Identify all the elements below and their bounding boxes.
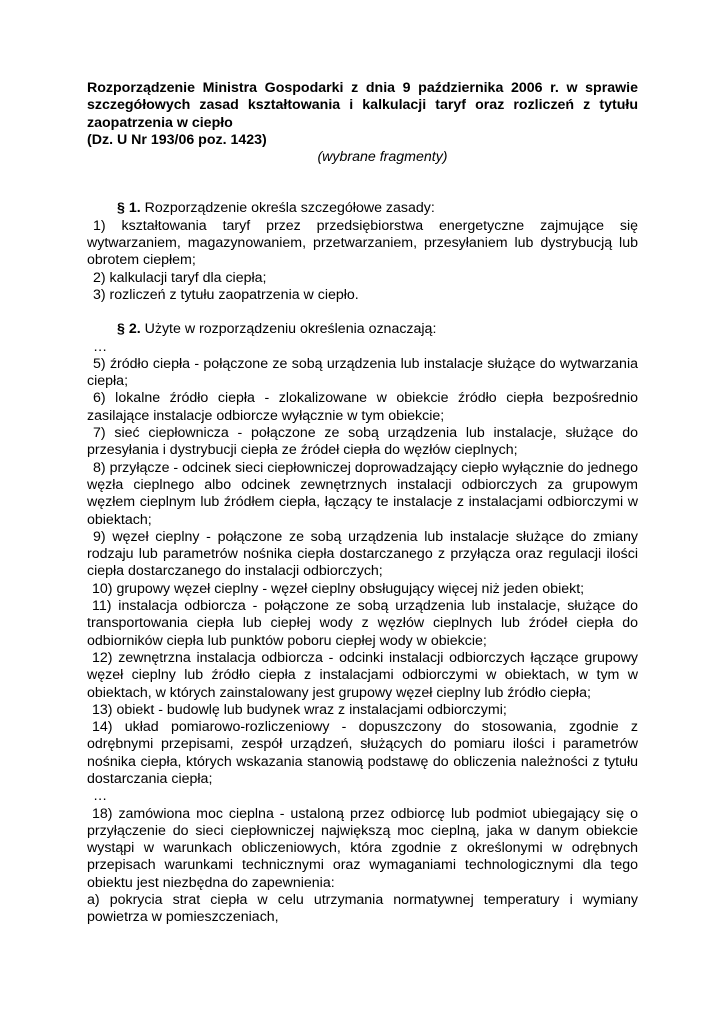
spacer xyxy=(87,166,638,200)
section-1-item: 2) kalkulacji taryf dla ciepła; xyxy=(93,269,267,286)
section-2-heading xyxy=(87,321,638,338)
definition-item: 9) węzeł cieplny - połączone ze sobą urządzenia lub instalacje służące do zmiany rodzaju lub parametrów nośnika ciepła dostarczanego z przyłącza oraz regulacji ilości ciepła dostarczanego do instalacji odbiorczych; xyxy=(87,528,638,580)
definition-item: 7) sieć ciepłownicza - połączone ze sobą urządzenia lub instalacje, służące do przesyłania i dystrybucji ciepła ze źródeł ciepła do węzłów cieplnych; xyxy=(87,425,638,459)
definition-item: 11) instalacja odbiorcza - połączone ze sobą urządzenia lub instalacje, służące do transportowania ciepła lub ciepłej wody z węzłów cieplnych lub źródeł ciepła do odbiorników ciepła lub punktów poboru ciepłej wody w obiekcie; xyxy=(87,598,638,649)
omission-mark: … xyxy=(93,338,108,355)
definition-item: 6) lokalne źródło ciepła - zlokalizowane w obiekcie źródło ciepła bezpośrednio zasilające instalacje odbiorcze wyłącznie w tym obiekcie; xyxy=(87,390,638,424)
section-2-intro: Użyte w rozporządzeniu określenia oznaczają: xyxy=(140,321,437,338)
section-1-intro: Rozporządzenie określa szczegółowe zasady: xyxy=(140,200,435,217)
definition-item: 13) obiekt - budowlę lub budynek wraz z instalacjami odbiorczymi; xyxy=(92,701,507,718)
definition-item: 10) grupowy węzeł cieplny - węzeł cieplny obsługujący więcej niż jeden obiekt; xyxy=(92,580,585,597)
section-1-mark: § 1. xyxy=(117,200,141,217)
definition-item: 14) układ pomiarowo-rozliczeniowy - dopuszczony do stosowania, zgodnie z odrębnymi przepisami, zespół urządzeń, służących do pomiaru ilości i parametrów nośnika ciepła, których wskazania stanowią podstawę do obliczenia należności z tytułu dostarczania ciepła; xyxy=(87,719,638,787)
section-1-item: 3) rozliczeń z tytułu zaopatrzenia w ciepło. xyxy=(93,286,359,303)
section-2-mark: § 2. xyxy=(117,321,141,338)
document-reference: (Dz. U Nr 193/06 poz. 1423) xyxy=(87,131,267,148)
omission-mark: … xyxy=(93,788,108,805)
document-subtitle: (wybrane fragmenty) xyxy=(317,149,448,166)
definition-item: 12) zewnętrzna instalacja odbiorcza - odcinki instalacji odbiorczych łączące grupowy węzeł cieplny lub źródło ciepła z instalacjami odbiorczymi w obiektach, w tym w obiektach, w których zainstalowany jest grupowy węzeł cieplny lub źródło ciepła; xyxy=(87,649,638,701)
definition-subitem: a) pokrycia strat ciepła w celu utrzymania normatywnej temperatury i wymiany powietrza w pomieszczeniach, xyxy=(87,892,638,926)
document-title: Rozporządzenie Ministra Gospodarki z dnia 9 października 2006 r. w sprawie szczegółowych zasad kształtowania i kalkulacji taryf oraz rozliczeń z tytułu zaopatrzenia w ciepło xyxy=(87,80,638,131)
section-1-heading xyxy=(87,200,638,217)
definition-item: 5) źródło ciepła - połączone ze sobą urządzenia lub instalacje służące do wytwarzania ciepła; xyxy=(87,355,638,390)
definition-item: 18) zamówiona moc cieplna - ustaloną przez odbiorcę lub podmiot ubiegający się o przyłączenie do sieci ciepłowniczej największą moc cieplną, jaka w danym obiekcie wystąpi w warunkach obliczeniowych, która zgodnie z określonymi w odrębnych przepisach warunkami technicznymi oraz wymaganiami technologicznymi dla tego obiektu jest niezbędna do zapewnienia: xyxy=(87,805,638,891)
definition-item: 8) przyłącze - odcinek sieci ciepłowniczej doprowadzający ciepło wyłącznie do jednego węzła cieplnego albo odcinek zewnętrznych instalacji odbiorczych za grupowym węzłem cieplnym lub źródłem ciepła, łączący te instalacje z instalacjami odbiorczymi w obiektach; xyxy=(87,459,638,528)
spacer xyxy=(87,304,638,321)
document-page xyxy=(87,80,638,927)
section-1-item: 1) kształtowania taryf przez przedsiębiorstwa energetyczne zajmujące się wytwarzaniem, magazynowaniem, przetwarzaniem, przesyłaniem lub dystrybucją lub obrotem ciepłem; xyxy=(87,217,638,269)
